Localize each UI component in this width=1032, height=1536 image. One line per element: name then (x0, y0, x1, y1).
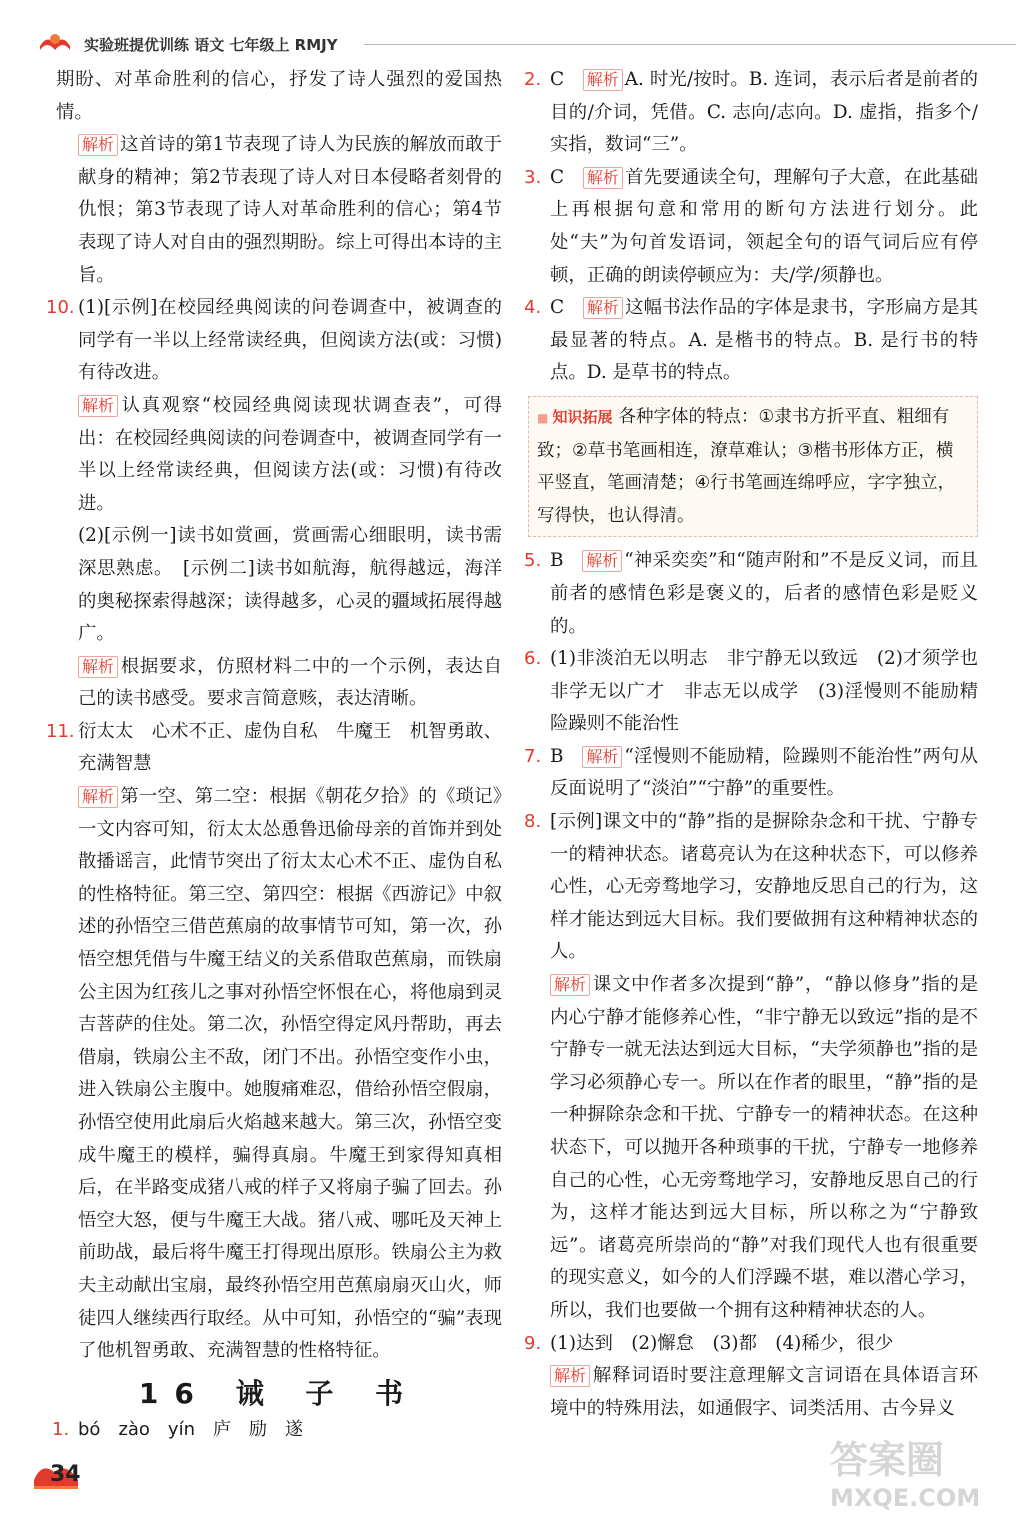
question-number: 10. (46, 297, 75, 319)
lesson-title: 16 诫 子 书 (138, 1376, 420, 1410)
analysis-tag: 解析 (582, 550, 622, 572)
analysis-tag: 解析 (78, 134, 118, 156)
question-number: 11. (46, 720, 75, 742)
analysis-text: A. 时光/按时。B. 连词，表示后者是前者的目的/介词，凭借。C. 志向/志向。D. 虚指，指多个/实指，数词“三”。 (550, 69, 978, 156)
question-number: 8. (524, 811, 542, 833)
answer-text: (1)达到 (2)懈怠 (3)都 (4)稀少，很少 (550, 1332, 894, 1354)
choice-answer: B (550, 550, 564, 572)
knowledge-extension-label: ■ 知识拓展 (537, 408, 613, 426)
analysis-tag: 解析 (78, 656, 118, 678)
analysis-tag: 解析 (583, 69, 623, 91)
choice-answer: B (550, 745, 564, 767)
analysis-text: 首先要通读全句，理解句子大意，在此基础上再根据句意和常用的断句方法进行划分。此处“夫”为句首发语词，领起全句的语气词后应有停顿，正确的朗读停顿应为：夫/学/须静也。 (550, 166, 978, 286)
right-column (524, 64, 997, 1425)
analysis-block: 解析 第一空、第二空：根据《朝花夕拾》的《琐记》一文内容可知，衍太太怂恿鲁迅偷母亲的首饰并到处散播谣言，此情节突出了衍太太心术不正、虚伪自私的性格特征。第三空、第四空：根据《西游记》中叙述的孙悟空三借芭蕉扇的故事情节可知，第一次，孙悟空想凭借与牛魔王结义的关系借取芭蕉扇，而铁扇公主因为红孩儿之事对孙悟空怀恨在心，将他扇到灵吉菩萨的住处。第二次，孙悟空得定风丹帮助，再去借扇，铁扇公主不敌，闭门不出。孙悟空变作小虫，进入铁扇公主腹中。她腹痛难忍，借给孙悟空假扇，孙悟空使用此扇后火焰越来越大。第三次，孙悟空变成牛魔王的模样，骗得真扇。牛魔王到家得知真相后，在半路变成猪八戒的样子又将扇子骗了回去。孙悟空大怒，便与牛魔王大战。猪八戒、哪吒及天神上前助战，最后将牛魔王打得现出原形。铁扇公主为救夫主动献出宝扇，最终孙悟空用芭蕉扇扇灭山火，师徒四人继续西行取经。从中可知，孙悟空的“骗”表现了他机智勇敢、充满智慧的性格特征。 (78, 786, 502, 1362)
page-number: 34 (50, 1462, 81, 1487)
question-number: 5. (524, 550, 542, 572)
analysis-tag: 解析 (582, 746, 622, 768)
knowledge-extension-text: 各种字体的特点：①隶书方折平直、粗细有致；②草书笔画相连，潦草难认；③楷书形体方正，横平竖直，笔画清楚；④行书笔画连绵呼应，字字独立，写得快，也认得清。 (537, 406, 956, 526)
analysis-tag: 解析 (583, 297, 623, 319)
analysis-tag: 解析 (78, 395, 118, 417)
page-number-badge (30, 1458, 82, 1492)
analysis-block: 解析 根据要求，仿照材料二中的一个示例，表达自己的读书感受。要求言简意赅，表达清晰。 (78, 655, 502, 710)
question-7 (524, 741, 978, 806)
analysis-tag: 解析 (78, 786, 118, 808)
watermark-line1: 答案圈 (830, 1438, 945, 1482)
answer-text: [示例]课文中的“静”指的是摒除杂念和干扰、宁静专一的精神状态。诸葛亮认为在这种状态下，可以修养心性，心无旁骛地学习，安静地反思自己的行为，这样才能达到远大目标。我们要做拥有这种精神状态的人。 (550, 811, 978, 963)
analysis-block: 解析 解释词语时要注意理解文言词语在具体语言环境中的特殊用法，如通假字、词类活用、古今异义 (550, 1365, 978, 1419)
book-logo-icon (38, 30, 72, 56)
analysis-text: “神采奕奕”和“随声附和”不是反义词，而且前者的感情色彩是褒义的，后者的感情色彩是贬义的。 (550, 550, 978, 637)
question-6 (524, 643, 997, 741)
question-11 (46, 716, 502, 1368)
answer-text: (2)[示例一]读书如赏画，赏画需心细眼明，读书需深思熟虑。 [示例二]读书如航海，航得越远，海洋的奥秘探索得越深；读得越多，心灵的疆域拓展得越广。 (78, 525, 502, 645)
choice-answer: C (550, 297, 565, 319)
answer-text: (1)[示例]在校园经典阅读的问卷调查中，被调查的同学有一半以上经常读经典，但阅读方法(或：习惯)有待改进。 (78, 297, 502, 384)
question-8 (524, 806, 978, 1328)
answer-continuation: 期盼、对革命胜利的信心，抒发了诗人强烈的爱国热情。 (56, 69, 502, 123)
question-number: 7. (524, 745, 542, 767)
header-rule (364, 44, 1016, 45)
knowledge-extension-box (528, 396, 978, 537)
analysis-tag: 解析 (550, 1365, 590, 1387)
question-number: 1. (52, 1418, 70, 1440)
question-number: 6. (524, 648, 542, 670)
question-number: 9. (524, 1332, 542, 1354)
analysis-tag: 解析 (550, 974, 590, 996)
analysis-block: 解析 这首诗的第1节表现了诗人为民族的解放而敢于献身的精神；第2节表现了诗人对日本侵略者刻骨的仇恨；第3节表现了诗人对革命胜利的信心；第4节表现了诗人对自由的强烈期盼。综上可得出本诗的主旨。 (78, 134, 502, 286)
answer-text: (1)非淡泊无以明志 非宁静无以致远 (2)才须学也 非学无以广才 非志无以成学 (3)淫慢则不能励精 险躁则不能治性 (550, 648, 997, 735)
choice-answer: C (550, 69, 565, 90)
analysis-tag: 解析 (583, 167, 623, 189)
answer-text: bó zào yín 庐 励 遂 (78, 1418, 303, 1440)
question-3 (524, 162, 978, 292)
watermark (830, 1436, 1010, 1526)
question-10 (46, 292, 502, 716)
question-number: 2. (524, 69, 542, 90)
analysis-block: 解析 认真观察“校园经典阅读现状调查表”，可得出：在校园经典阅读的问卷调查中，被调查同学有一半以上经常读经典，但阅读方法(或：习惯)有待改进。 (78, 394, 502, 514)
answer-text: 衍太太 心术不正、虚伪自私 牛魔王 机智勇敢、充满智慧 (78, 720, 502, 775)
question-2 (524, 64, 978, 162)
left-column (46, 64, 502, 1446)
question-1 (52, 1414, 502, 1447)
choice-answer: C (550, 166, 565, 188)
analysis-text: “淫慢则不能励精，险躁则不能治性”两句从反面说明了“淡泊”“宁静”的重要性。 (550, 745, 978, 800)
watermark-line2: MXQE.COM (830, 1484, 981, 1512)
question-4 (524, 292, 978, 390)
question-number: 4. (524, 297, 542, 319)
question-number: 3. (524, 166, 542, 188)
header-title: 实验班提优训练 语文 七年级上 RMJY (84, 36, 338, 54)
page-header (38, 30, 998, 56)
analysis-block: 解析 课文中作者多次提到“静”，“静以修身”指的是内心宁静才能修养心性，“非宁静无以致远”指的是不宁静专一就无法达到远大目标，“夫学须静也”指的是学习必须静心专一。所以在作者的眼里，“静”指的是一种摒除杂念和干扰、宁静专一的精神状态。在这种状态下，可以抛开各种琐事的干扰，宁静专一地修养自己的心性，心无旁骛地学习，安静地反思自己的行为，这样才能达到远大目标，所以称之为“宁静致远”。诸葛亮所崇尚的“静”对我们现代人也有很重要的现实意义，如今的人们浮躁不堪，难以潜心学习，所以，我们也要做一个拥有这种精神状态的人。 (550, 974, 978, 1321)
question-5 (524, 545, 978, 643)
analysis-text: 这幅书法作品的字体是隶书，字形扁方是其最显著的特点。A. 是楷书的特点。B. 是行书的特点。D. 是草书的特点。 (550, 297, 978, 384)
question-9 (524, 1328, 978, 1426)
